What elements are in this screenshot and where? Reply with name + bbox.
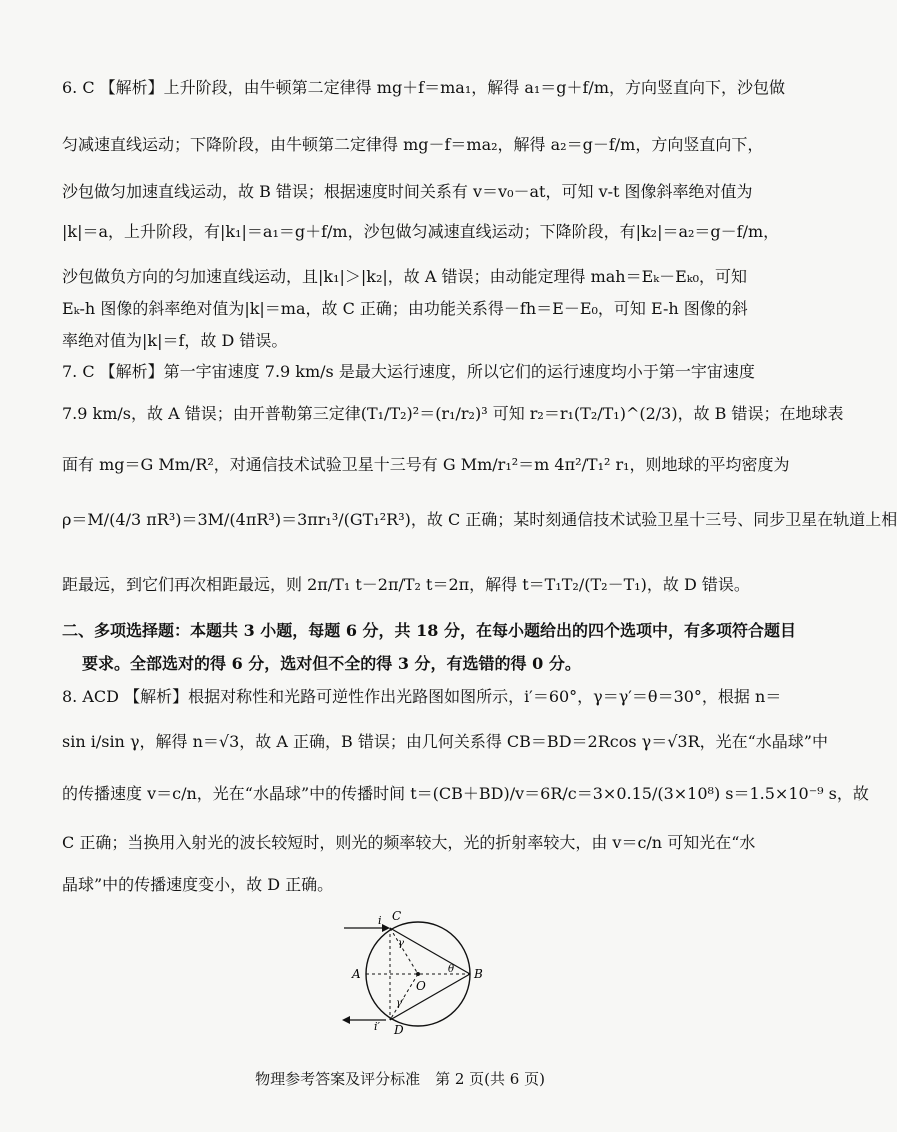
q6-line-7: 率绝对值为|k|＝f，故 D 错误。 [62, 331, 288, 350]
q7-line-3: 面有 mg＝G Mm/R²，对通信技术试验卫星十三号有 G Mm/r₁²＝m 4π²/T₁² r₁，则地球的平均密度为 [62, 455, 790, 474]
center-point [416, 972, 420, 976]
ray-CB [390, 928, 470, 974]
q6-line-5: 沙包做负方向的匀加速直线运动，且|k₁|＞|k₂|，故 A 错误；由动能定理得 mah＝Eₖ－Eₖ₀，可知 [62, 267, 748, 286]
q7-line-5: 距最远，到它们再次相距最远，则 2π/T₁ t－2π/T₂ t＝2π，解得 t＝T₁T₂/(T₂－T₁)，故 D 错误。 [62, 575, 750, 594]
q6-line-6: Eₖ-h 图像的斜率绝对值为|k|＝ma，故 C 正确；由功能关系得－fh＝E－E₀，可知 E-h 图像的斜 [62, 299, 748, 318]
ray-BD [390, 974, 470, 1020]
label-B: B [474, 967, 483, 981]
label-i-prime: i′ [374, 1020, 381, 1033]
q8-line-2: sin i/sin γ，解得 n＝√3，故 A 正确，B 错误；由几何关系得 CB＝BD＝2Rcos γ＝√3R，光在“水晶球”中 [62, 732, 828, 751]
q7-line-2: 7.9 km/s，故 A 错误；由开普勒第三定律(T₁/T₂)²＝(r₁/r₂)³ 可知 r₂＝r₁(T₂/T₁)^(2/3)，故 B 错误；在地球表 [62, 404, 844, 423]
label-gamma-prime: γ′ [396, 998, 405, 1009]
page-footer: 物理参考答案及评分标准 第 2 页(共 6 页) [255, 1070, 545, 1088]
q8-line-5: 晶球”中的传播速度变小，故 D 正确。 [62, 875, 334, 894]
label-i: i [378, 914, 382, 927]
label-D: D [394, 1023, 404, 1037]
q8-line-3: 的传播速度 v＝c/n，光在“水晶球”中的传播时间 t＝(CB＋BD)/v＝6R/c＝3×0.15/(3×10⁸) s＝1.5×10⁻⁹ s，故 [62, 784, 869, 803]
radius-OC [390, 928, 418, 974]
optics-diagram [338, 902, 488, 1042]
q7-line-1: 7. C 【解析】第一宇宙速度 7.9 km/s 是最大运行速度，所以它们的运行速度均小于第一宇宙速度 [62, 362, 755, 381]
radius-OD [390, 974, 418, 1020]
q8-line-1: 8. ACD 【解析】根据对称性和光路可逆性作出光路图如图所示，i′＝60°，γ＝γ′＝θ＝30°，根据 n＝ [62, 687, 782, 706]
q6-line-2: 匀减速直线运动；下降阶段，由牛顿第二定律得 mg－f＝ma₂，解得 a₂＝g－f/m，方向竖直向下， [62, 135, 764, 154]
section-2-heading: 二、多项选择题：本题共 3 小题，每题 6 分，共 18 分，在每小题给出的四个选项中，有多项符合题目 [62, 621, 796, 640]
label-gamma: γ [398, 938, 404, 949]
q7-line-4: ρ＝M/(4/3 πR³)＝3M/(4πR³)＝3πr₁³/(GT₁²R³)，故 C 正确；某时刻通信技术试验卫星十三号、同步卫星在轨道上相 [62, 510, 897, 529]
q6-line-4: |k|＝a，上升阶段，有|k₁|＝a₁＝g＋f/m，沙包做匀减速直线运动；下降阶段，有|k₂|＝a₂＝g－f/m， [62, 222, 780, 241]
label-C: C [392, 909, 402, 923]
label-theta: θ [448, 964, 455, 975]
section-2-heading-cont: 要求。全部选对的得 6 分，选对但不全的得 3 分，有选错的得 0 分。 [82, 654, 581, 673]
label-O: O [416, 979, 426, 993]
q8-line-4: C 正确；当换用入射光的波长较短时，则光的频率较大，光的折射率较大，由 v＝c/n 可知光在“水 [62, 833, 756, 852]
q6-line-3: 沙包做匀加速直线运动，故 B 错误；根据速度时间关系有 v＝v₀－at，可知 v-t 图像斜率绝对值为 [62, 182, 753, 201]
q6-line-1: 6. C 【解析】上升阶段，由牛顿第二定律得 mg＋f＝ma₁，解得 a₁＝g＋f/m，方向竖直向下，沙包做 [62, 78, 785, 97]
label-A: A [352, 967, 361, 981]
exit-arrow [342, 1016, 350, 1024]
